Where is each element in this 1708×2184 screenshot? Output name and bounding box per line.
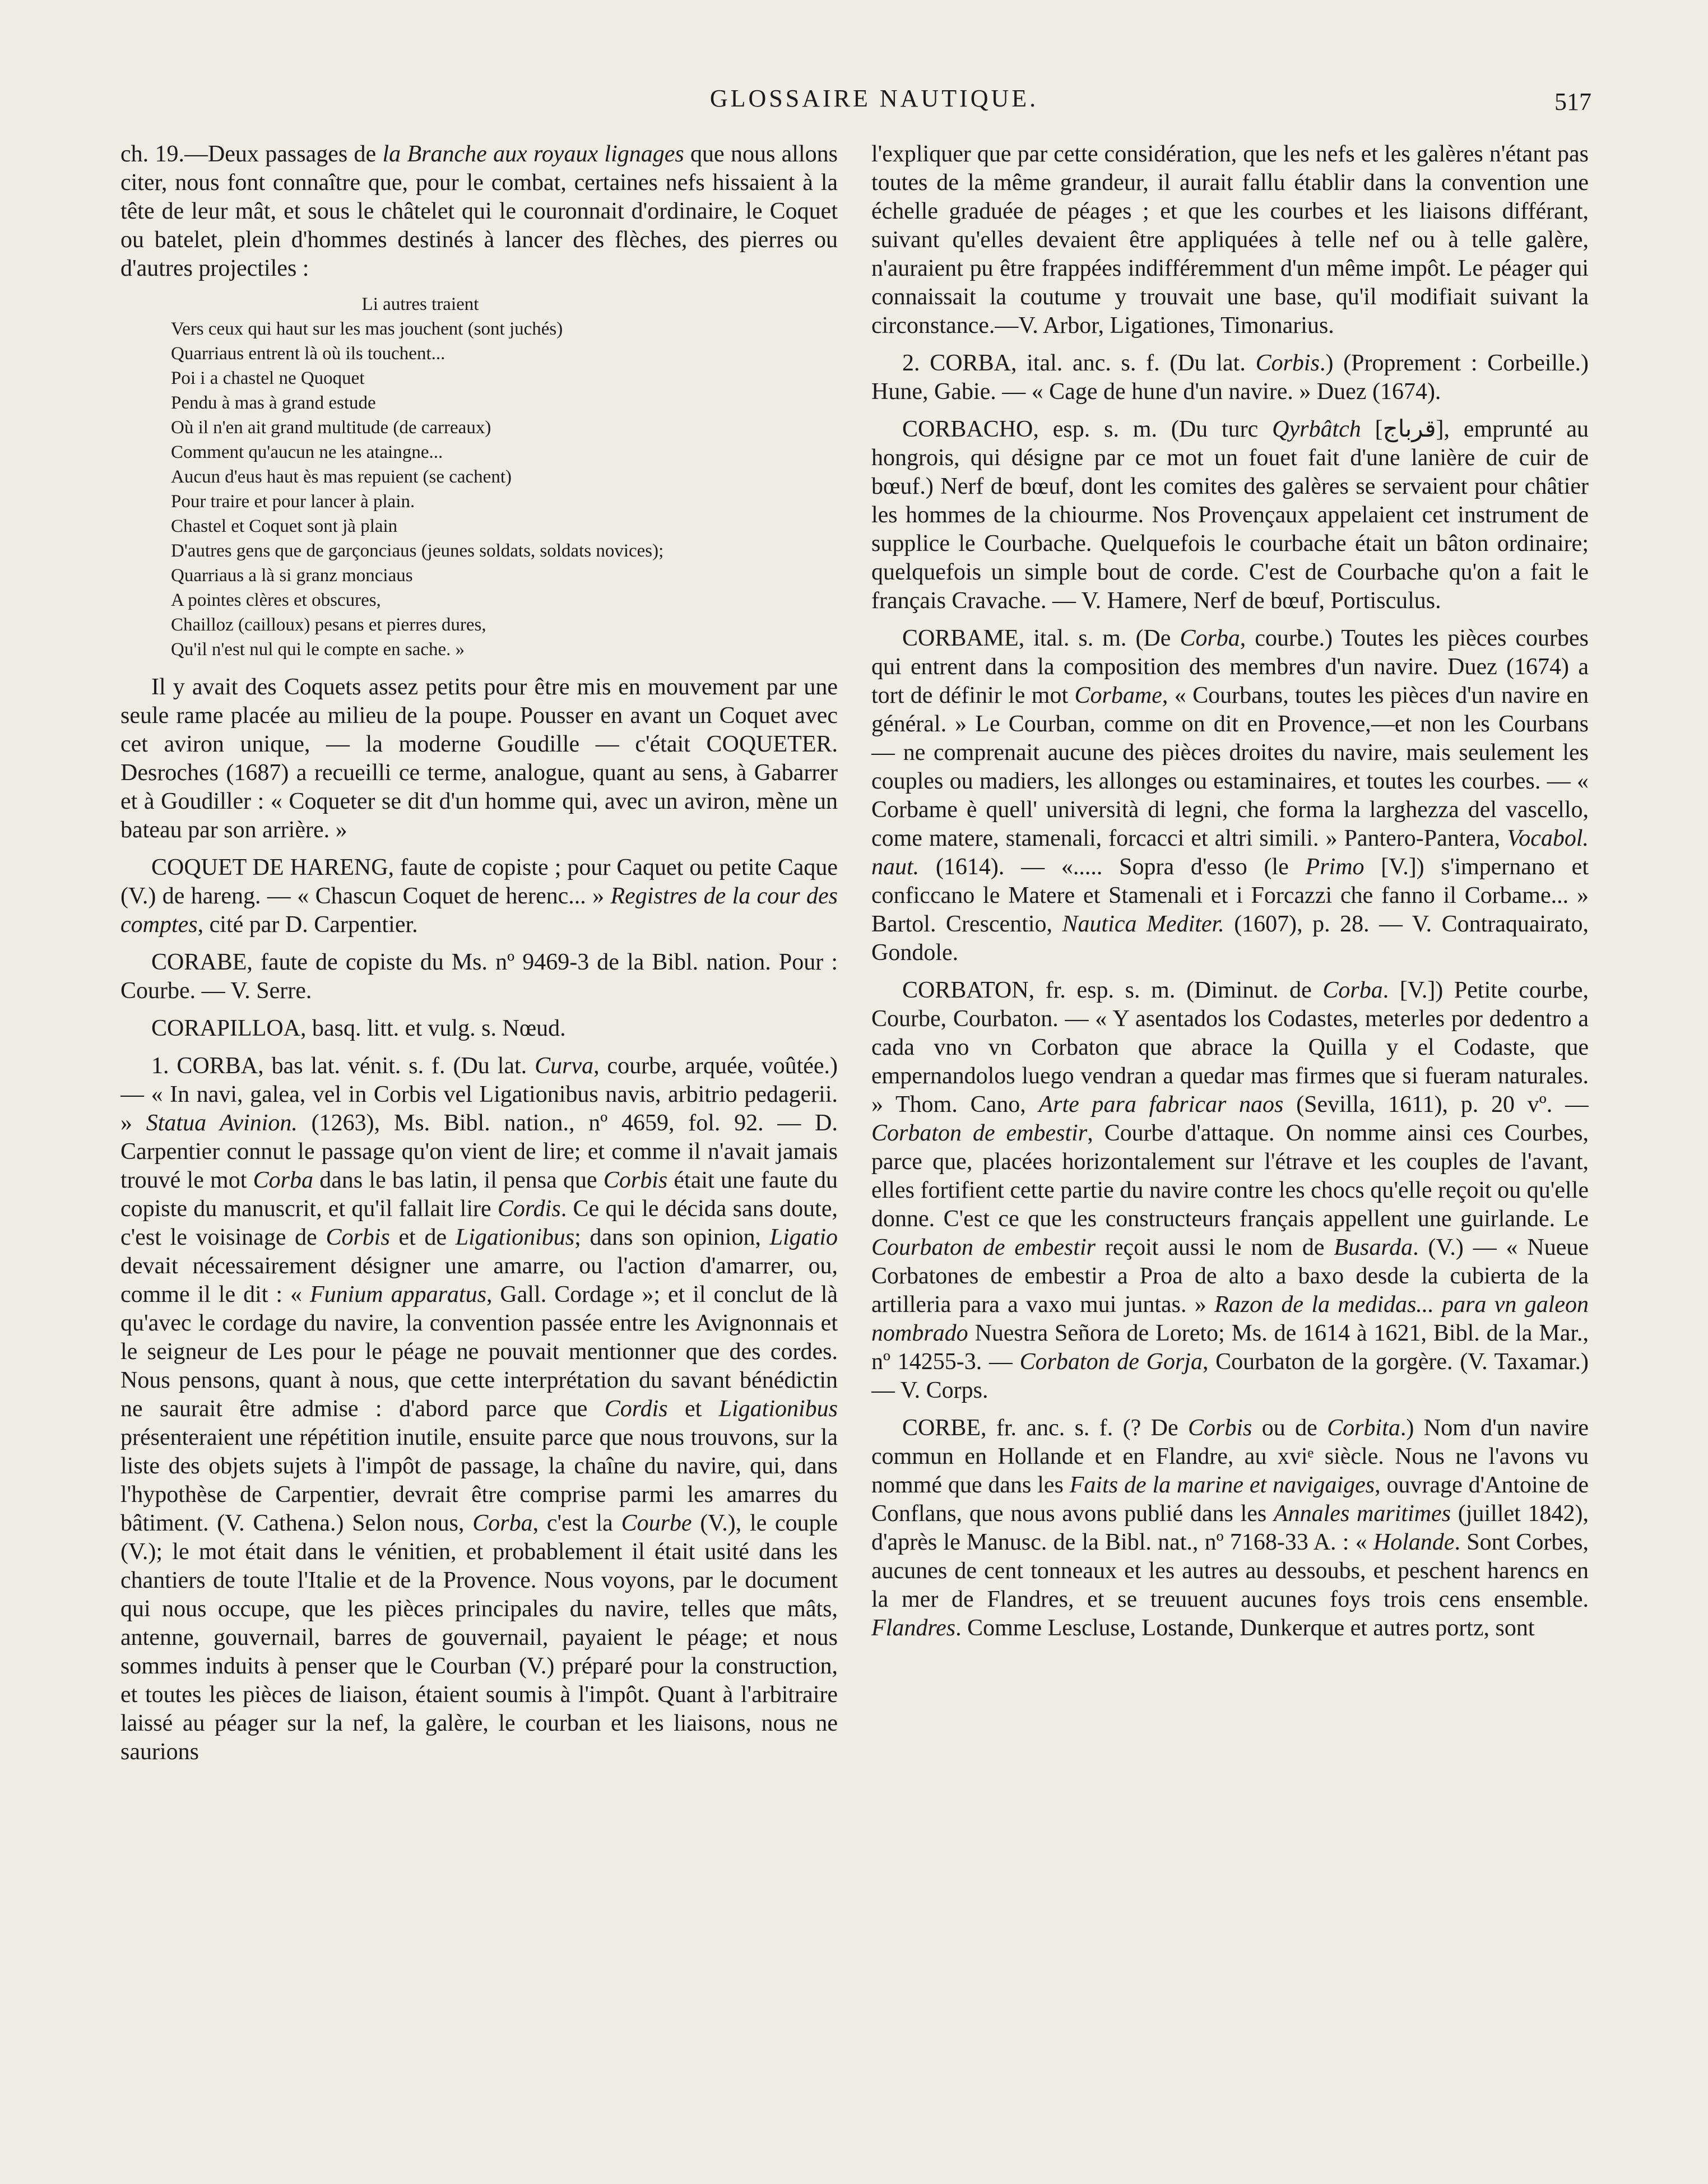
entry-corapilloa: CORAPILLOA, basq. litt. et vulg. s. Nœud. xyxy=(151,1016,566,1041)
entry-corba-2: 2. CORBA, ital. anc. s. f. (Du lat. Corbis.) (Proprement : Corbeille.) Hune, Gabie. — « Cage de hune d'un navire. » Duez (1674). xyxy=(871,350,1589,405)
running-title: GLOSSAIRE NAUTIQUE. xyxy=(709,85,1039,112)
poem-line: Pour traire et pour lancer à plain. xyxy=(171,491,415,512)
poem-line: Pendu à mas à grand estude xyxy=(171,393,376,413)
poem-line: Poi i a chastel ne Quoquet xyxy=(171,368,365,388)
entry-headword: CORBATON xyxy=(902,977,1029,1003)
text-columns xyxy=(120,140,1589,2158)
entry-corbaton: CORBATON, fr. esp. s. m. (Diminut. de Corba. [V.]) Petite courbe, Courbe, Courbaton. — « Y asentados los Codastes, meterles por dedentro a cada vno vn Corbaton que abrace la Quilla y el Codaste, que empernandolos luego vendran a quedar mas firmes que si fueram naturales. » Thom. Cano, Arte para fabricar naos (Sevilla, 1611), p. 20 vº. — Corbaton de embestir, Courbe d'attaque. On nomme ainsi ces Courbes, parce que, placées horizontalement sur l'étrave et les couples de l'avant, elles fortifient cette partie du navire contre les chocs qu'elle reçoit ou qu'elle donne. C'est ce que les constructeurs français appellent une guirlande. Le Courbaton de embestir reçoit aussi le nom de Busarda. (V.) — « Nueue Corbatones de embestir a Proa de alto a baxo desde la cubierta de la artilleria para a vaxo mui juntas. » Razon de la medidas... para vn galeon nombrado Nuestra Señora de Loreto; Ms. de 1614 à 1621, Bibl. de la Mar., nº 14255-3. — Corbaton de Gorja, Courbaton de la gorgère. (V. Taxamar.) — V. Corps. xyxy=(871,977,1589,1403)
entry-coquet-de-hareng: COQUET DE HARENG, faute de copiste ; pour Caquet ou petite Caque (V.) de hareng. — « Chascun Coquet de herenc... » Registres de la cour des comptes, cité par D. Carpentier. xyxy=(120,855,838,938)
poem-line: Où il n'en ait grand multitude (de carreaux) xyxy=(171,418,491,438)
poem-line: Aucun d'eus haut ès mas repuient (se cachent) xyxy=(171,467,512,487)
entry-headword: CORBACHO xyxy=(902,416,1033,442)
entry-headword: CORBAME xyxy=(902,625,1019,651)
entry-headword: 2. CORBA xyxy=(902,350,1011,376)
poem-line: Qu'il n'est nul qui le compte en sache. » xyxy=(171,639,465,660)
left-column xyxy=(120,140,838,2158)
paragraph-continuation: l'expliquer que par cette considération, que les nefs et les galères n'étant pas toutes de la même grandeur, il aurait fallu établir dans la convention une échelle graduée de péages ; et que les courbes et les liaisons différant, suivant qu'elles devaient être appliquées à telle nef ou à telle galère, n'auraient pu être frappées indifféremment d'un même impôt. Le péager qui connaissait la coutume y trouvait une base, qu'il modifiait suivant la circonstance.—V. Arbor, Ligationes, Timonarius. xyxy=(871,141,1589,339)
entry-headword: 1. CORBA xyxy=(151,1053,258,1079)
poem-line: D'autres gens que de garçonciaus (jeunes soldats, soldats novices); xyxy=(171,541,664,561)
entry-corba-1: 1. CORBA, bas lat. vénit. s. f. (Du lat. Curva, courbe, arquée, voûtée.) — « In navi, galea, vel in Corbis vel Ligationibus navis, arbitrio pedagerii. » Statua Avinion. (1263), Ms. Bibl. nation., nº 4659, fol. 92. — D. Carpentier connut le passage qu'on vient de lire; et comme il n'avait jamais trouvé le mot Corba dans le bas latin, il pensa que Corbis était une faute du copiste du manuscrit, et qu'il fallait lire Cordis. Ce qui le décida sans doute, c'est le voisinage de Corbis et de Ligationibus; dans son opinion, Ligatio devait nécessairement désigner une amarre, ou l'action d'amarrer, ou, comme il le dit : « Funium apparatus, Gall. Cordage »; et il conclut de là qu'avec le cordage du navire, la convention passée entre les Avignonnais et le seigneur de Les pour le péage ne pouvait mentionner que des cordes. Nous pensons, quant à nous, que cette interprétation du savant bénédictin ne saurait être admise : d'abord parce que Cordis et Ligationibus présenteraient une répétition inutile, ensuite parce que nous trouvons, sur la liste des objets sujets à l'impôt de passage, la chaîne du navire, qui, dans l'hypothèse de Carpentier, devrait être comprise parmi les amarres du bâtiment. (V. Cathena.) Selon nous, Corba, c'est la Courbe (V.), le couple (V.); le mot était dans le vénitien, et probablement il était usité dans les chantiers de toute l'Italie et de la Provence. Nous voyons, par le document qui nous occupe, que les pièces principales du navire, telles que mâts, antenne, gouvernail, barres de gouvernail, payaient le péage; et nous sommes induits à penser que le Courban (V.) préparé pour la construction, et toutes les pièces de liaison, étaient soumis à l'impôt. Quant à l'arbitraire laissé au péager sur la nef, la galère, le courban et les liaisons, nous ne saurions xyxy=(120,1053,838,1765)
paragraph-coqueter: Il y avait des Coquets assez petits pour être mis en mouvement par une seule rame placée au milieu de la poupe. Pousser en avant un Coquet avec cet aviron unique, — la moderne Goudille — c'était COQUETER. Desroches (1687) a recueilli ce terme, analogue, quant au sens, à Gabarrer et à Goudiller : « Coqueter se dit d'un homme qui, avec un aviron, mène un bateau par son arrière. » xyxy=(120,674,838,843)
poem-line: Vers ceux qui haut sur les mas jouchent (sont juchés) xyxy=(171,319,563,339)
entry-corbame: CORBAME, ital. s. m. (De Corba, courbe.) Toutes les pièces courbes qui entrent dans la composition des membres d'un navire. Duez (1674) a tort de définir le mot Corbame, « Courbans, toutes les pièces d'un navire en général. » Le Courban, comme on dit en Provence,—et non les Courbans — ne comprenait aucune des pièces droites du navire, mais seulement les couples ou madiers, les allonges ou estaminaires, et toutes les courbes. — « Corbame è quell' università di legni, che forma la larghezza del vascello, come matere, stamenali, forcacci et altri simili. » Pantero-Pantera, Vocabol. naut. (1614). — «..... Sopra d'esso (le Primo [V.]) s'impernano et conficcano le Matere et Stamenali et i Forcazzi che fanno il Corbame... » Bartol. Crescentio, Nautica Mediter. (1607), p. 28. — V. Contraquairato, Gondole. xyxy=(871,625,1589,966)
poem-line: Chastel et Coquet sont jà plain xyxy=(171,516,398,536)
entry-headword: CORABE xyxy=(151,949,247,975)
entry-headword: CORBE xyxy=(902,1415,981,1441)
entry-headword: CORAPILLOA xyxy=(151,1016,301,1041)
entry-corabe: CORABE, faute de copiste du Ms. nº 9469-3 de la Bibl. nation. Pour : Courbe. — V. Serre. xyxy=(120,949,838,1004)
entry-corbacho: CORBACHO, esp. s. m. (Du turc Qyrbâtch [قرباج], emprunté au hongrois, qui désigne par ce mot un fouet fait d'une lanière de cuir de bœuf.) Nerf de bœuf, dont les comites des galères se servaient pour châtier les hommes de la chiourme. Nos Provençaux appelaient cet instrument de supplice le Courbache. Quelquefois le courbache était un bâton ordinaire; quelquefois un simple bout de corde. C'est de Courbache qu'on a fait le français Cravache. — V. Hamere, Nerf de bœuf, Portisculus. xyxy=(871,416,1589,614)
page-header xyxy=(157,84,1591,123)
poem-line: Quarriaus a là si granz monciaus xyxy=(171,565,413,586)
poem-line: Quarriaus entrent là où ils touchent... xyxy=(171,344,445,364)
poem-line: Comment qu'aucun ne les ataingne... xyxy=(171,442,443,462)
page-number: 517 xyxy=(1554,88,1591,115)
right-column xyxy=(871,140,1589,2158)
entry-headword: COQUET DE HARENG xyxy=(151,855,388,880)
poem-line: Chailloz (cailloux) pesans et pierres dures, xyxy=(171,615,486,635)
poem-line: A pointes clères et obscures, xyxy=(171,590,381,610)
entry-corbe: CORBE, fr. anc. s. f. (? De Corbis ou de Corbita.) Nom d'un navire commun en Hollande et en Flandre, au xviᵉ siècle. Nous ne l'avons vu nommé que dans les Faits de la marine et navigaiges, ouvrage d'Antoine de Conflans, que nous avons publié dans les Annales maritimes (juillet 1842), d'après le Manusc. de la Bibl. nat., nº 7168-33 A. : « Holande. Sont Corbes, aucunes de cent tonneaux et les autres au dessoubs, et peschent harencs en la mer de Flandres, et se treuuent aucunes foys trois cens ensemble. Flandres. Comme Lescluse, Lostande, Dunkerque et autres portz, sont xyxy=(871,1415,1589,1641)
poem-line: Li autres traient xyxy=(361,294,479,314)
poem-quote xyxy=(171,292,838,662)
paragraph-branche: ch. 19.—Deux passages de la Branche aux royaux lignages que nous allons citer, nous font connaître que, pour le combat, certaines nefs hissaient à la tête de leur mât, et sous le châtelet qui le couronnait d'ordinaire, le Coquet ou batelet, plein d'hommes destinés à lancer des flèches, des pierres ou d'autres projectiles : xyxy=(120,141,838,281)
